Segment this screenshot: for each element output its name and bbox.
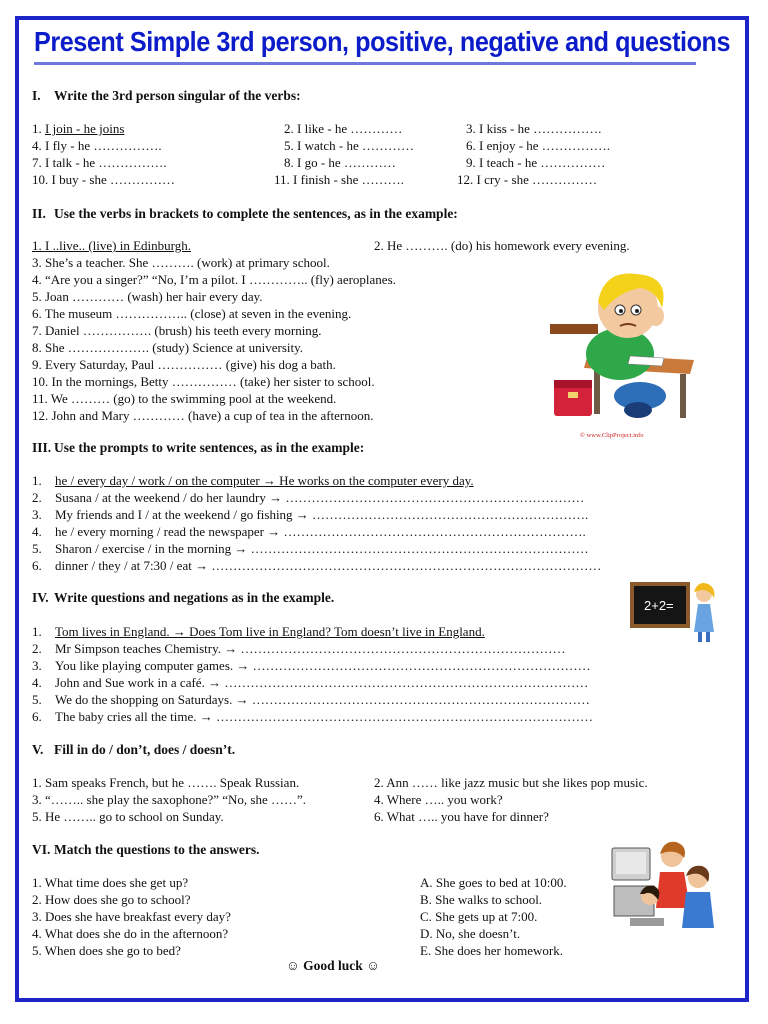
verb-item (284, 155, 396, 171)
sentence-item: 5. Joan ………… (wash) her hair every day. (32, 289, 263, 304)
match-answer: D. No, she doesn’t. (420, 926, 521, 941)
prompt-item: My friends and I / at the weekend / go fishing → ………………………………………………………. (55, 507, 589, 522)
prompt-number: 5. (32, 541, 42, 556)
section-5-number: V. (32, 742, 44, 757)
verb-item-number: 9. (466, 155, 479, 170)
verb-item (466, 138, 610, 154)
question-number: 6. (32, 709, 42, 724)
question-number: 2. (32, 641, 42, 656)
prompt-item: Sharon / exercise / in the morning → …………………………………………………………………… (55, 541, 589, 556)
match-question: 4. What does she do in the afternoon? (32, 926, 229, 941)
verb-item (466, 155, 605, 171)
boy-at-desk-picture (544, 262, 700, 432)
section-4-title: Write questions and negations as in the example. (54, 590, 335, 605)
match-question: 2. How does she go to school? (32, 892, 191, 907)
page-title: Present Simple 3rd person, positive, negative and questions (34, 26, 731, 57)
match-question: 1. What time does she get up? (32, 875, 189, 890)
question-number: 1. (32, 624, 42, 639)
match-question: 5. When does she go to bed? (32, 943, 181, 958)
question-number: 4. (32, 675, 42, 690)
good-luck-footer: ☺ Good luck ☺ (286, 958, 380, 973)
section-2-title: Use the verbs in brackets to complete the sentences, as in the example: (54, 206, 458, 221)
prompt-number: 3. (32, 507, 42, 522)
section-3-heading (32, 440, 364, 456)
verb-item (284, 121, 402, 137)
question-item: Tom lives in England. → Does Tom live in England? Tom doesn’t live in England. (55, 624, 485, 639)
section-6-number: VI. (32, 842, 51, 857)
sentence-item: 9. Every Saturday, Paul …………… (give) his dog a bath. (32, 357, 336, 372)
sentence-item: 12. John and Mary ………… (have) a cup of tea in the afternoon. (32, 408, 374, 423)
verb-item (32, 155, 167, 171)
verb-item-number: 1. (32, 121, 45, 136)
verb-item-number: 3. (466, 121, 479, 136)
sentence-item: 8. She ………………. (study) Science at university. (32, 340, 304, 355)
section-1-number: I. (32, 88, 41, 103)
prompt-number: 1. (32, 473, 42, 488)
verb-item (457, 172, 597, 188)
section-2-example: 1. I ..live.. (live) in Edinburgh. (32, 238, 191, 253)
verb-item-text: I kiss - he ……………. (479, 121, 602, 136)
verb-item-number: 2. (284, 121, 297, 136)
question-number: 5. (32, 692, 42, 707)
fill-in-item: 5. He …….. go to school on Sunday. (32, 809, 224, 824)
prompt-number: 6. (32, 558, 42, 573)
verb-item-text: I go - he ………… (297, 155, 396, 170)
verb-item-number: 11. (274, 172, 294, 187)
question-item: The baby cries all the time. → …………………………………………………………………………… (55, 709, 594, 724)
verb-item-number: 5. (284, 138, 297, 153)
prompt-item: Susana / at the weekend / do her laundry → …………………………………………………………… (55, 490, 585, 505)
section-2-number: II. (32, 206, 46, 221)
match-question: 3. Does she have breakfast every day? (32, 909, 231, 924)
board-text: 2+2= (644, 598, 674, 613)
question-item: Mr Simpson teaches Chemistry. → ………………………………………………………………… (55, 641, 566, 656)
verb-item-text: I join - he joins (45, 121, 125, 136)
chalkboard-picture (628, 576, 718, 646)
section-1-heading (32, 88, 301, 104)
sentence-item: 4. “Are you a singer?” “No, I’m a pilot. I ………….. (fly) aeroplanes. (32, 272, 396, 287)
verb-item-number: 6. (466, 138, 479, 153)
verb-item (32, 121, 124, 137)
prompt-item: he / every day / work / on the computer → He works on the computer every day. (55, 473, 474, 488)
verb-item-text: I finish - she ………. (293, 172, 404, 187)
fill-in-item: 1. Sam speaks French, but he ……. Speak Russian. (32, 775, 300, 790)
verb-item (32, 138, 162, 154)
section-2-item: 2. He ………. (do) his homework every evening. (374, 238, 630, 253)
question-number: 3. (32, 658, 42, 673)
match-answer: B. She walks to school. (420, 892, 543, 907)
sentence-item: 11. We ……… (go) to the swimming pool at the weekend. (32, 391, 337, 406)
fill-in-item: 4. Where ….. you work? (374, 792, 503, 807)
prompt-number: 2. (32, 490, 42, 505)
section-5-title: Fill in do / don’t, does / doesn’t. (54, 742, 236, 757)
section-5-heading (32, 742, 235, 758)
question-item: John and Sue work in a café. → ………………………………………………………………………… (55, 675, 589, 690)
section-3-number: III. (32, 440, 52, 455)
match-answer: C. She gets up at 7:00. (420, 909, 538, 924)
verb-item (284, 138, 414, 154)
fill-in-item: 2. Ann …… like jazz music but she likes pop music. (374, 775, 648, 790)
verb-item-text: I talk - he ……………. (45, 155, 167, 170)
title-shadow (34, 62, 696, 65)
prompt-number: 4. (32, 524, 42, 539)
sentence-item: 7. Daniel ……………. (brush) his teeth every morning. (32, 323, 322, 338)
prompt-item: dinner / they / at 7:30 / eat → ……………………………………………………………………………… (55, 558, 602, 573)
section-3-title: Use the prompts to write sentences, as in the example: (54, 440, 365, 455)
verb-item-text: I fly - he ……………. (45, 138, 162, 153)
section-6-title: Match the questions to the answers. (54, 842, 260, 857)
verb-item (32, 172, 175, 188)
sentence-item: 3. She’s a teacher. She ………. (work) at primary school. (32, 255, 330, 270)
picture-credit: © www.ClipProject.info (580, 432, 644, 439)
verb-item-number: 12. (457, 172, 477, 187)
verb-item-text: I like - he ………… (297, 121, 403, 136)
verb-item-text: I watch - he ………… (297, 138, 414, 153)
verb-item-text: I enjoy - he ……………. (479, 138, 611, 153)
verb-item-number: 4. (32, 138, 45, 153)
fill-in-item: 6. What ….. you have for dinner? (374, 809, 549, 824)
section-2-heading (32, 206, 458, 222)
sentence-item: 10. In the mornings, Betty …………… (take) her sister to school. (32, 374, 375, 389)
question-item: You like playing computer games. → …………………………………………………………………… (55, 658, 591, 673)
section-4-number: IV. (32, 590, 49, 605)
verb-item-text: I cry - she …………… (476, 172, 598, 187)
verb-item-number: 7. (32, 155, 45, 170)
sentence-item: 6. The museum …………….. (close) at seven in the evening. (32, 306, 352, 321)
verb-item-number: 10. (32, 172, 52, 187)
question-item: We do the shopping on Saturdays. → …………………………………………………………………… (55, 692, 590, 707)
verb-item-number: 8. (284, 155, 297, 170)
verb-item-text: I teach - he …………… (479, 155, 606, 170)
verb-item (274, 172, 404, 188)
match-answer: E. She does her homework. (420, 943, 563, 958)
section-6-heading (32, 842, 260, 858)
verb-item (466, 121, 601, 137)
fill-in-item: 3. “…….. she play the saxophone?” “No, she ……”. (32, 792, 307, 807)
prompt-item: he / every morning / read the newspaper → ……………………………………………………………. (55, 524, 586, 539)
match-answer: A. She goes to bed at 10:00. (420, 875, 567, 890)
verb-item-text: I buy - she …………… (51, 172, 175, 187)
children-at-computer-picture (610, 838, 716, 936)
section-1-title: Write the 3rd person singular of the verbs: (54, 88, 301, 103)
section-4-heading (32, 590, 334, 606)
